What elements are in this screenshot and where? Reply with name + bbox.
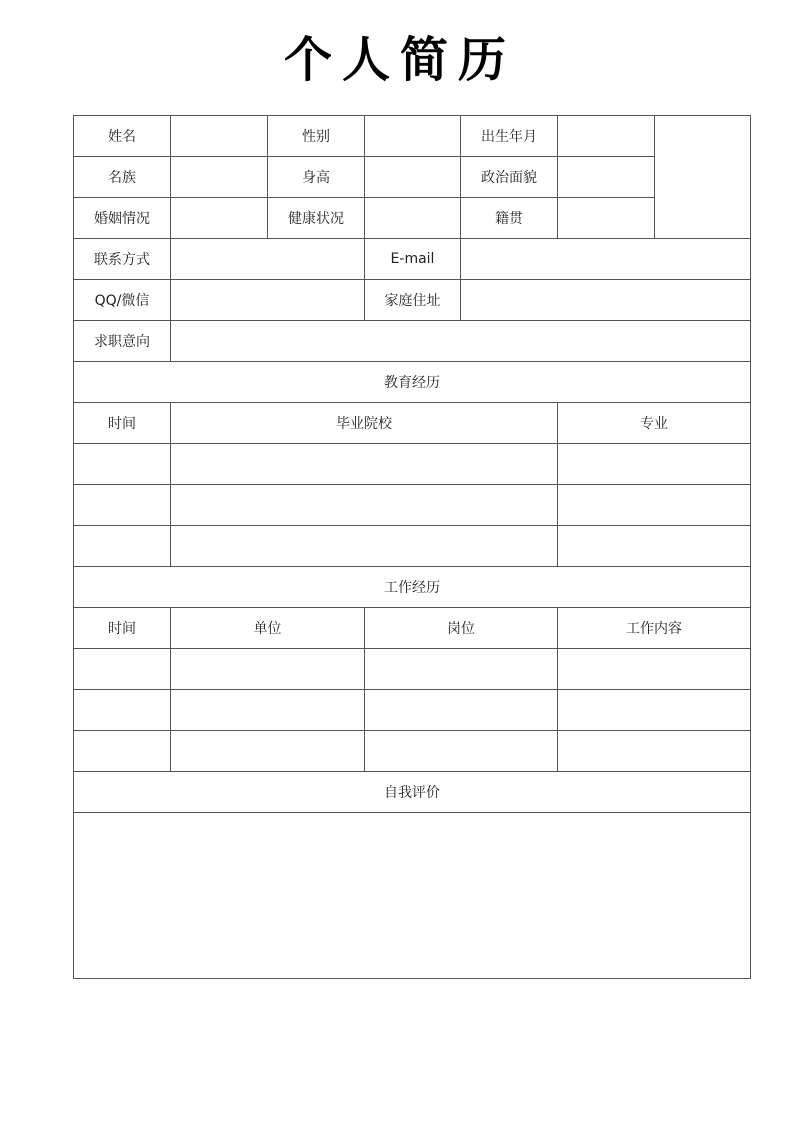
email-label: E-mail xyxy=(365,239,461,280)
height-label: 身高 xyxy=(268,157,365,198)
contact-row xyxy=(74,239,751,280)
address-value[interactable] xyxy=(461,280,751,321)
address-label: 家庭住址 xyxy=(365,280,461,321)
education-header-school: 毕业院校 xyxy=(171,403,558,444)
education-row xyxy=(74,485,751,526)
email-value[interactable] xyxy=(461,239,751,280)
gender-value[interactable] xyxy=(365,116,461,157)
education-section-title: 教育经历 xyxy=(74,362,751,403)
work-position-cell[interactable] xyxy=(365,690,558,731)
education-school-cell[interactable] xyxy=(171,444,558,485)
work-header-row xyxy=(74,608,751,649)
qq-row xyxy=(74,280,751,321)
basic-row-1 xyxy=(74,116,751,157)
native-value[interactable] xyxy=(558,198,655,239)
work-header-company: 单位 xyxy=(171,608,365,649)
photo-area[interactable] xyxy=(655,116,751,239)
education-major-cell[interactable] xyxy=(558,485,751,526)
birth-value[interactable] xyxy=(558,116,655,157)
education-header-row xyxy=(74,403,751,444)
work-section-title: 工作经历 xyxy=(74,567,751,608)
work-company-cell[interactable] xyxy=(171,649,365,690)
basic-row-2 xyxy=(74,157,751,198)
ethnicity-value[interactable] xyxy=(171,157,268,198)
name-label: 姓名 xyxy=(74,116,171,157)
education-time-cell[interactable] xyxy=(74,444,171,485)
work-content-cell[interactable] xyxy=(558,690,751,731)
political-label: 政治面貌 xyxy=(461,157,558,198)
education-major-cell[interactable] xyxy=(558,526,751,567)
contact-value[interactable] xyxy=(171,239,365,280)
marital-value[interactable] xyxy=(171,198,268,239)
education-header-time: 时间 xyxy=(74,403,171,444)
work-header-time: 时间 xyxy=(74,608,171,649)
work-row xyxy=(74,649,751,690)
education-row xyxy=(74,526,751,567)
native-label: 籍贯 xyxy=(461,198,558,239)
objective-value[interactable] xyxy=(171,321,751,362)
work-position-cell[interactable] xyxy=(365,649,558,690)
marital-label: 婚姻情况 xyxy=(74,198,171,239)
education-school-cell[interactable] xyxy=(171,485,558,526)
education-school-cell[interactable] xyxy=(171,526,558,567)
birth-label: 出生年月 xyxy=(461,116,558,157)
page-title: 个人简历 xyxy=(283,32,516,88)
height-value[interactable] xyxy=(365,157,461,198)
objective-row xyxy=(74,321,751,362)
work-header-content: 工作内容 xyxy=(558,608,751,649)
ethnicity-label: 名族 xyxy=(74,157,171,198)
self-eval-area[interactable] xyxy=(74,813,751,979)
work-company-cell[interactable] xyxy=(171,731,365,772)
self-eval-title-row xyxy=(74,772,751,813)
education-row xyxy=(74,444,751,485)
qq-label: QQ/微信 xyxy=(74,280,171,321)
work-title-row xyxy=(74,567,751,608)
education-title-row xyxy=(74,362,751,403)
name-value[interactable] xyxy=(171,116,268,157)
self-eval-row xyxy=(74,813,751,979)
resume-table xyxy=(73,115,751,979)
health-value[interactable] xyxy=(365,198,461,239)
basic-row-3 xyxy=(74,198,751,239)
education-major-cell[interactable] xyxy=(558,444,751,485)
objective-label: 求职意向 xyxy=(74,321,171,362)
work-time-cell[interactable] xyxy=(74,690,171,731)
work-content-cell[interactable] xyxy=(558,731,751,772)
education-header-major: 专业 xyxy=(558,403,751,444)
work-header-position: 岗位 xyxy=(365,608,558,649)
self-eval-section-title: 自我评价 xyxy=(74,772,751,813)
political-value[interactable] xyxy=(558,157,655,198)
education-time-cell[interactable] xyxy=(74,485,171,526)
work-company-cell[interactable] xyxy=(171,690,365,731)
work-row xyxy=(74,731,751,772)
qq-value[interactable] xyxy=(171,280,365,321)
work-position-cell[interactable] xyxy=(365,731,558,772)
gender-label: 性别 xyxy=(268,116,365,157)
education-time-cell[interactable] xyxy=(74,526,171,567)
work-row xyxy=(74,690,751,731)
health-label: 健康状况 xyxy=(268,198,365,239)
work-time-cell[interactable] xyxy=(74,649,171,690)
work-content-cell[interactable] xyxy=(558,649,751,690)
contact-label: 联系方式 xyxy=(74,239,171,280)
work-time-cell[interactable] xyxy=(74,731,171,772)
